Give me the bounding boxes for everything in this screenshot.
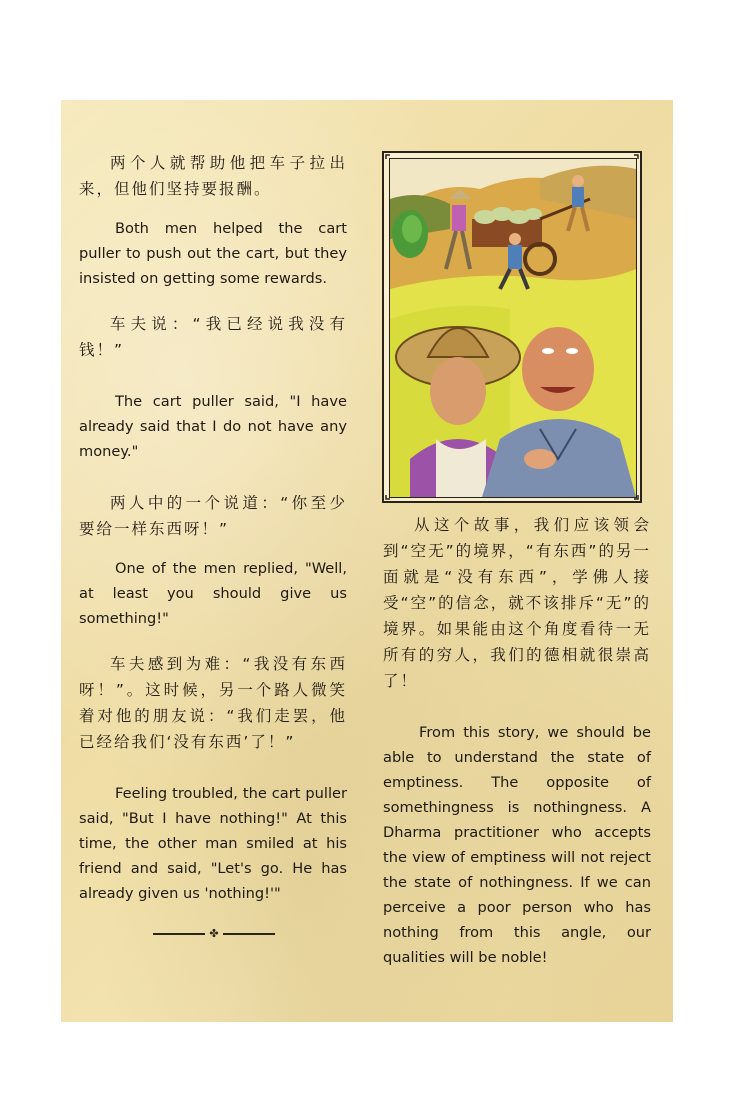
section-divider xyxy=(153,928,275,940)
paragraph-en: The cart puller said, "I have already said that I do not have any money." xyxy=(79,393,347,460)
divider-ornament-icon: ✤ xyxy=(209,927,219,940)
paragraph-en: One of the men replied, "Well, at least you should give us something!" xyxy=(79,560,347,627)
corner-ornament-icon xyxy=(382,491,394,503)
paragraph-zh: 两个人就帮助他把车子拉出来，但他们坚持要报酬。 xyxy=(79,154,347,198)
paragraph-en: From this story, we should be able to understand the state of emptiness. The opposite of somethingness is nothingness. A Dharma practitioner who accepts the view of emptiness will not reject the state of nothingness. If we can perceive a poor person who has nothing from this angle, our qualities will be noble! xyxy=(383,724,651,966)
right-column xyxy=(383,512,651,970)
paragraph-zh: 两人中的一个说道：“你至少要给一样东西呀！” xyxy=(79,494,347,538)
illustration xyxy=(389,158,637,498)
paragraph-zh: 车夫感到为难：“我没有东西呀！”。这时候，另一个路人微笑着对他的朋友说：“我们走罢，他已经给我们‘没有东西’了！” xyxy=(79,655,347,751)
illustration-frame xyxy=(382,151,642,503)
left-column xyxy=(79,150,347,906)
corner-ornament-icon xyxy=(382,151,394,163)
corner-ornament-icon xyxy=(630,151,642,163)
paragraph-zh: 车夫说：“我已经说我没有钱！” xyxy=(79,315,347,359)
paragraph-en: Feeling troubled, the cart puller said, "But I have nothing!" At this time, the other man smiled at his friend and said, "Let's go. He has already given us 'nothing!'" xyxy=(79,785,347,902)
page xyxy=(61,100,673,1022)
paragraph-zh: 从这个故事，我们应该领会到“空无”的境界，“有东西”的另一面就是“没有东西”，学佛人接受“空”的信念，就不该排斥“无”的境界。如果能由这个角度看待一无所有的穷人，我们的德相就很崇高了！ xyxy=(383,516,651,690)
paragraph-en: Both men helped the cart puller to push out the cart, but they insisted on getting some rewards. xyxy=(79,220,347,287)
corner-ornament-icon xyxy=(630,491,642,503)
